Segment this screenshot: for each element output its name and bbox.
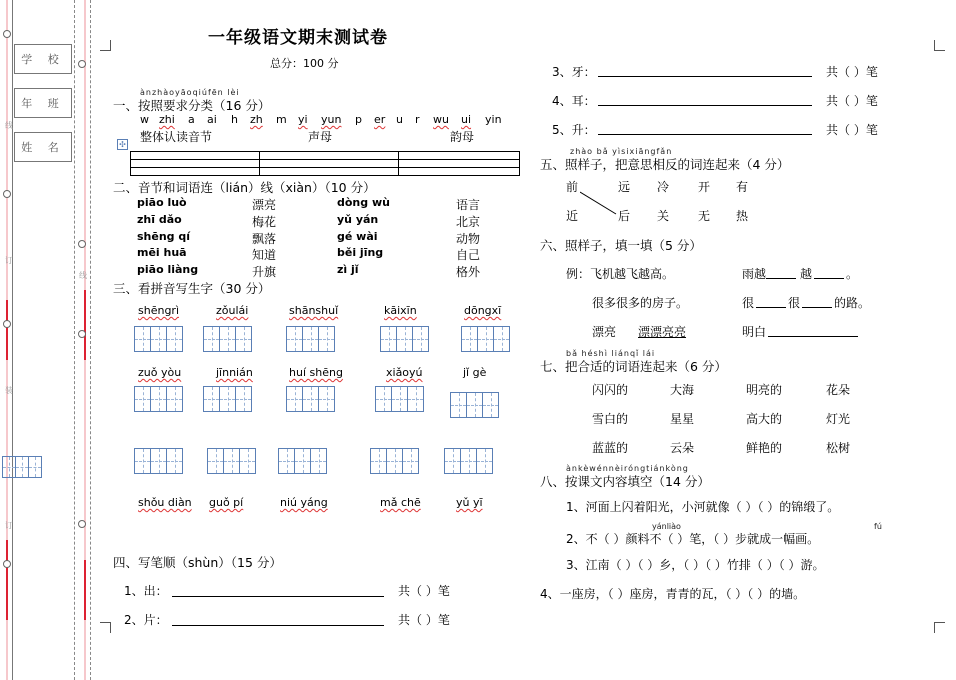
binding-line [12,0,13,680]
s6-title: 六、照样子，填一填（5 分） [540,238,702,253]
pinyin-item: dòng wù [337,196,390,209]
fill-sentence[interactable]: 2、不（ ）颜料不（ ）笔，（ ）步就成一幅画。 [566,532,820,546]
stroke-item: 4、耳： [552,94,596,108]
example-sentence: 很多很多的房子。 [592,296,689,310]
punch-hole [3,560,11,568]
corner-mark [100,622,111,633]
red-margin-mark [84,560,86,620]
pinyin-prompt: jǐ gè [463,366,487,379]
school-field[interactable]: 学 校 [14,44,72,74]
s3-title: 三、看拼音写生字（30 分） [113,281,271,296]
writing-grid[interactable] [450,392,498,418]
s7-pinyin: bǎ héshì liánqǐ lái [566,349,656,358]
pinyin-prompt: guǒ pí [209,496,244,509]
binding-tick: 装 [5,386,13,395]
pinyin-prompt: zuǒ yòu [138,366,182,379]
fill-item: 越 [800,267,813,281]
syllable: zh [250,113,263,126]
match-word: 松树 [826,441,851,455]
binding-tick: 线 [5,121,13,130]
antonym-word: 热 [736,209,749,223]
pinyin-item: zì jǐ [337,263,359,276]
word-item: 飘落 [252,232,277,246]
pinyin-prompt: shēngrì [138,304,180,317]
binding-strip [0,0,96,680]
example-sentence: 例：飞机越飞越高。 [566,267,675,281]
side-writing-grid [2,456,41,478]
s8-pinyin-hint: fú [874,522,882,531]
word-item: 升旗 [252,265,277,279]
punch-hole [78,520,86,528]
binding-tick: 订 [5,256,13,265]
syllable: yi [298,113,308,126]
fill-sentence[interactable]: 3、江南（ ）（ ）乡，（ ）（ ）竹排（ ）（ ）游。 [566,558,825,572]
word-item: 梅花 [252,215,277,229]
writing-grid[interactable] [203,326,251,352]
pinyin-item: zhī dǎo [137,213,182,226]
pinyin-prompt: shānshuǐ [289,304,339,317]
syllable: h [231,113,238,126]
match-word: 明亮的 [746,383,783,397]
stroke-item: 3、牙： [552,65,596,79]
antonym-word: 关 [657,209,670,223]
s7-title: 七、把合适的词语连起来（6 分） [540,359,727,374]
syllable: wu [433,113,449,126]
s8-title: 八、按课文内容填空（14 分） [540,474,710,489]
antonym-word: 后 [618,209,631,223]
stroke-answer-line[interactable] [598,105,812,106]
binding-tick: 订 [5,521,13,530]
name-field[interactable]: 姓 名 [14,132,72,162]
writing-grid[interactable] [380,326,428,352]
s1-pinyin: ànzhàoyāoqiúfēn lèi [140,88,240,97]
fill-blank[interactable] [768,336,858,337]
match-word: 花朵 [826,383,851,397]
corner-mark [934,40,945,51]
stroke-item: 2、片： [124,613,168,627]
corner-mark [100,40,111,51]
s8-pinyin-hint: yánliào [652,522,681,531]
writing-grid[interactable] [278,448,326,474]
syllable: m [276,113,287,126]
antonym-word: 前 [566,180,579,194]
category-final: 韵母 [450,130,475,144]
page-title: 一年级语文期末测试卷 [208,28,388,48]
match-word: 雪白的 [592,412,629,426]
match-word: 闪闪的 [592,383,629,397]
syllable: r [415,113,420,126]
writing-grid[interactable] [444,448,492,474]
writing-grid[interactable] [203,386,251,412]
syllable: w [140,113,149,126]
word-item: 北京 [456,215,481,229]
red-margin-mark [6,300,8,360]
example-link-line [580,190,620,218]
pinyin-prompt: jīnnián [216,366,253,379]
word-item: 自己 [456,248,481,262]
syllable: zhi [159,113,175,126]
word-item: 漂亮 [252,198,277,212]
writing-grid[interactable] [286,326,334,352]
stroke-item: 1、出： [124,584,168,598]
punch-hole [3,30,11,38]
stroke-answer-line[interactable] [172,596,384,597]
pinyin-prompt: niú yáng [280,496,328,509]
stroke-answer-line[interactable] [598,134,812,135]
match-word: 高大的 [746,412,783,426]
stroke-count: 共（ ）笔 [826,123,878,137]
pinyin-prompt: mǎ chē [380,496,421,509]
syllable: yun [321,113,342,126]
match-word: 星星 [670,412,695,426]
pinyin-prompt: kāixīn [384,304,417,317]
table-move-icon[interactable]: ✣ [117,139,128,150]
class-field[interactable]: 年 班 [14,88,72,118]
s2-title: 二、音节和词语连（lián）线（xiàn）（10 分） [113,180,376,195]
fill-blank[interactable] [756,307,786,308]
pinyin-prompt: huí shēng [289,366,343,379]
syllable: p [355,113,362,126]
fill-blank[interactable] [814,278,844,279]
stroke-item: 5、升： [552,123,596,137]
stroke-answer-line[interactable] [172,625,384,626]
syllable: a [188,113,195,126]
fill-sentence[interactable]: 4、一座房，（ ）座房，青青的瓦，（ ）（ ）的墙。 [540,587,806,601]
pinyin-item: yǔ yán [337,213,379,226]
match-word: 鲜艳的 [746,441,783,455]
red-margin-mark [84,290,86,360]
match-word: 蓝蓝的 [592,441,629,455]
syllable: ai [207,113,217,126]
corner-mark [934,622,945,633]
pinyin-prompt: zǒulái [216,304,249,317]
writing-grid[interactable] [286,386,334,412]
antonym-word: 无 [698,209,711,223]
fill-blank[interactable] [802,307,832,308]
punch-hole [78,240,86,248]
binding-line [74,0,75,680]
s5-pinyin: zhào bǎ yìsixiāngfǎn [570,147,673,156]
pinyin-item: gé wài [337,230,378,243]
classification-table[interactable] [130,151,520,176]
syllable: ui [461,113,472,126]
punch-hole [78,60,86,68]
syllable: u [396,113,403,126]
antonym-word: 远 [618,180,631,194]
s8-pinyin: ànkèwénnèiróngtiánkòng [566,464,689,473]
stroke-answer-line[interactable] [598,76,812,77]
match-word: 灯光 [826,412,851,426]
fill-item: 的路。 [834,296,871,310]
fill-item: 雨越 [742,267,767,281]
category-whole: 整体认读音节 [140,130,213,144]
pinyin-prompt: shǒu diàn [138,496,192,509]
pinyin-item: běi jīng [337,246,384,259]
pinyin-item: shēng qí [137,230,191,243]
fill-item: 明白 [742,325,767,339]
fill-sentence[interactable]: 1、河面上闪着阳光，小河就像（ ）（ ）的锦缎了。 [566,500,840,514]
antonym-word: 开 [698,180,711,194]
writing-grid[interactable] [461,326,509,352]
antonym-word: 近 [566,209,579,223]
word-item: 格外 [456,265,481,279]
syllable: er [374,113,386,126]
stroke-count: 共（ ）笔 [826,94,878,108]
stroke-count: 共（ ）笔 [826,65,878,79]
fill-blank[interactable] [766,278,796,279]
pinyin-prompt: yǔ yī [456,496,483,509]
writing-grid[interactable] [207,448,255,474]
stroke-count: 共（ ）笔 [398,613,450,627]
binding-line [90,0,91,680]
stroke-count: 共（ ）笔 [398,584,450,598]
match-word: 大海 [670,383,695,397]
total-score: 总分：100 分 [270,57,339,70]
pinyin-prompt: dōngxī [464,304,502,317]
writing-grid[interactable] [375,386,423,412]
punch-hole [78,330,86,338]
word-item: 动物 [456,232,481,246]
writing-grid[interactable] [370,448,418,474]
writing-grid[interactable] [134,386,182,412]
match-word: 云朵 [670,441,695,455]
punch-hole [3,190,11,198]
antonym-word: 冷 [657,180,670,194]
s1-title: 一、按照要求分类（16 分） [113,98,271,113]
fill-item: 。 [846,267,859,281]
category-initial: 声母 [308,130,333,144]
writing-grid[interactable] [134,326,182,352]
syllable: yin [485,113,502,126]
pinyin-item: piāo liàng [137,263,199,276]
example-word: 漂亮 [592,325,617,339]
s4-title: 四、写笔顺（shùn）（15 分） [113,555,282,570]
fill-item: 很 [742,296,755,310]
pinyin-item: piāo luò [137,196,187,209]
writing-grid[interactable] [134,448,182,474]
example-word: 漂漂亮亮 [638,325,687,339]
pinyin-item: mēi huā [137,246,187,259]
red-margin-mark [6,540,8,620]
binding-tick: 线 [79,271,87,280]
word-item: 语言 [456,198,481,212]
s5-title: 五、照样子，把意思相反的词连起来（4 分） [540,157,790,172]
antonym-word: 有 [736,180,749,194]
punch-hole [3,320,11,328]
fill-item: 很 [788,296,801,310]
pinyin-prompt: xiǎoyú [386,366,423,379]
word-item: 知道 [252,248,277,262]
